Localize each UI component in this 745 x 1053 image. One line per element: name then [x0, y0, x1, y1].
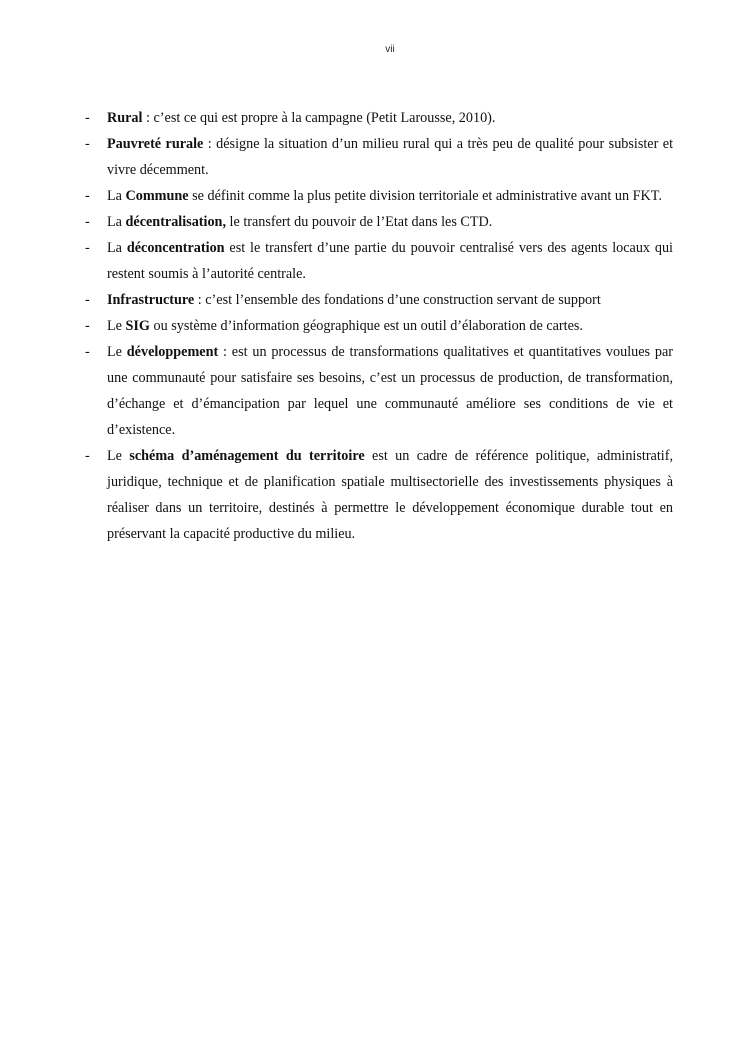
bullet-dash: -	[85, 448, 90, 464]
definition-prefix: Le	[107, 448, 130, 464]
definition-text: : désigne la situation d’un milieu rural qui a très peu de qualité pour subsister et vivre décemment.	[107, 136, 674, 178]
definition-prefix: Le	[107, 318, 126, 334]
definition-text: est un cadre de référence politique, administratif, juridique, technique et de planification spatiale multisectorielle des investissements physiques à réaliser dans un territoire, destinés à permettre le développement économique durable tout en préservant la capacité productive du milieu.	[107, 448, 673, 542]
definition-prefix: La	[107, 188, 126, 204]
bullet-dash: -	[85, 318, 90, 334]
bullet-dash: -	[85, 344, 90, 360]
definition-prefix: La	[107, 214, 126, 230]
definition-commune	[85, 183, 673, 209]
bullet-dash: -	[85, 240, 90, 256]
definitions-list	[85, 105, 673, 547]
definition-text: est le transfert d’une partie du pouvoir centralisé vers des agents locaux qui restent soumis à l’autorité centrale.	[107, 240, 673, 282]
definition-developpement	[85, 339, 673, 443]
definition-text: se définit comme la plus petite division territoriale et administrative avant un FKT.	[188, 188, 662, 204]
definition-term: décentralisation,	[125, 214, 226, 230]
bullet-dash: -	[85, 136, 90, 152]
definition-deconcentration	[85, 235, 673, 287]
definition-term: Rural	[107, 110, 143, 126]
definition-term: Pauvreté rurale	[107, 136, 204, 152]
definition-term: développement	[126, 344, 219, 360]
definition-term: SIG	[125, 318, 150, 334]
definition-text: ou système d’information géographique est un outil d’élaboration de cartes.	[149, 318, 583, 334]
definition-text: : est un processus de transformations qualitatives et quantitatives voulues par une communauté pour satisfaire ses besoins, c’est un processus de production, de transformation, d’échange et d’émancipation par lequel une communauté améliore ses conditions de vie et d’existence.	[107, 344, 673, 438]
definition-pauvrete-rurale	[85, 131, 673, 183]
definition-prefix: La	[107, 240, 127, 256]
definition-schema-amenagement	[85, 443, 673, 547]
definition-prefix: Le	[107, 344, 127, 360]
definition-text: : c’est l’ensemble des fondations d’une construction servant de support	[194, 292, 601, 308]
definition-term: Infrastructure	[107, 292, 195, 308]
bullet-dash: -	[85, 292, 90, 308]
definition-rural	[85, 105, 673, 131]
definition-term: schéma d’aménagement du territoire	[129, 448, 365, 464]
definition-infrastructure	[85, 287, 673, 313]
page-number: vii	[385, 44, 395, 55]
definition-text: : c’est ce qui est propre à la campagne (Petit Larousse, 2010).	[142, 110, 496, 126]
definition-decentralisation	[85, 209, 673, 235]
bullet-dash: -	[85, 214, 90, 230]
bullet-dash: -	[85, 110, 90, 126]
definition-term: Commune	[125, 188, 189, 204]
definition-term: déconcentration	[126, 240, 225, 256]
definition-sig	[85, 313, 673, 339]
bullet-dash: -	[85, 188, 90, 204]
definition-text: le transfert du pouvoir de l’Etat dans les CTD.	[226, 214, 493, 230]
